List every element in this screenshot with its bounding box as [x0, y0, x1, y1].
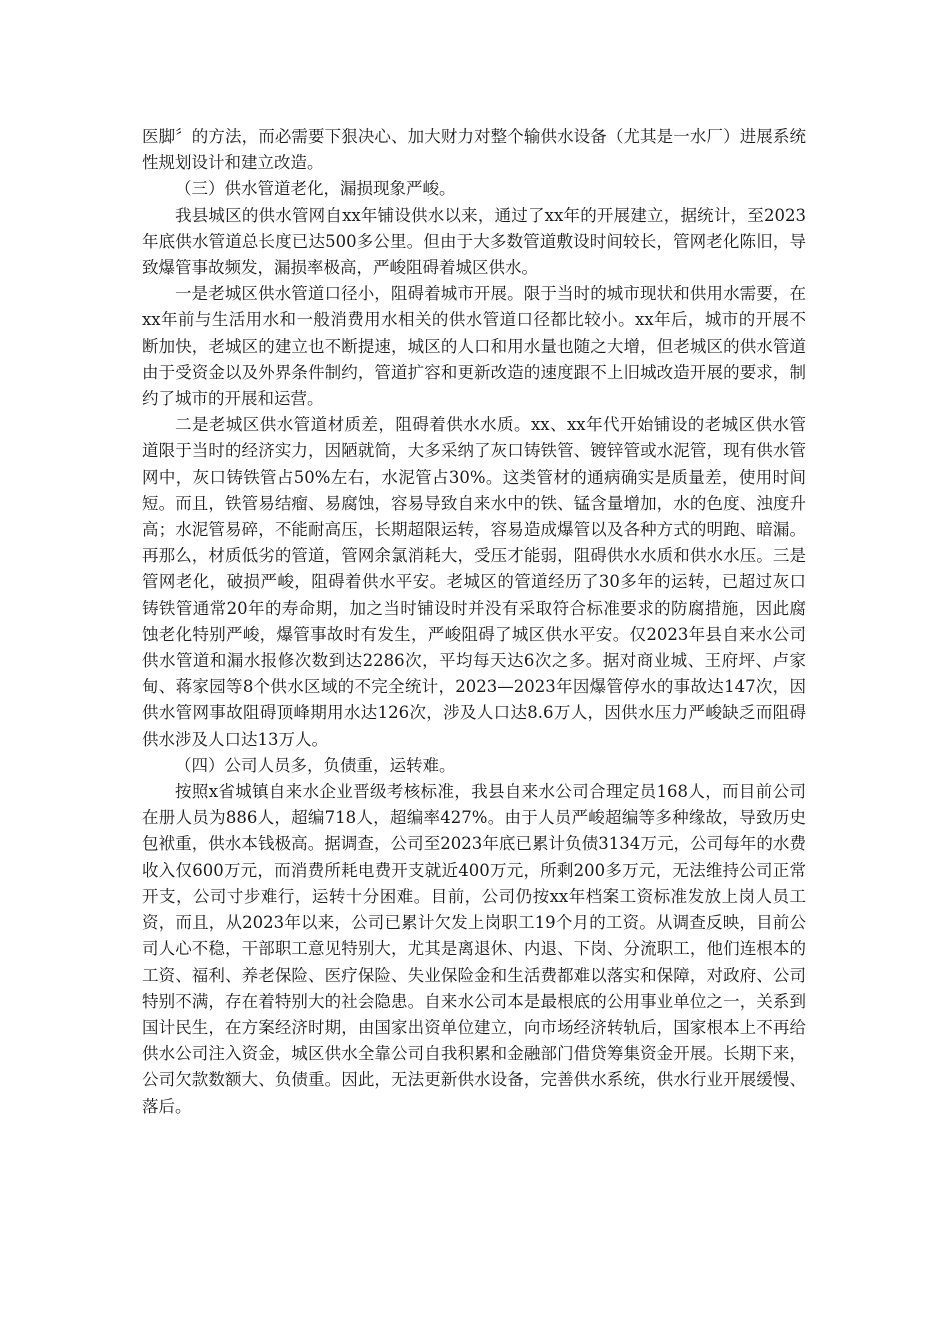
paragraph-small-pipe-diameter: 一是老城区供水管道口径小，阻碍着城市开展。限于当时的城市现状和供用水需要，在xx年前与生活用水和一般消费用水相关的供水管道口径都比较小。xx年后，城市的开展不断加快，老城区的建立也不断提速，城区的人口和用水量也随之大增，但老城区的供水管道由于受资金以及外界条件制约，管道扩容和更新改造的速度跟不上旧城改造开展的要求，制约了城市的开展和运营。: [142, 284, 806, 409]
paragraph-pipe-network-overview: 我县城区的供水管网自xx年铺设供水以来，通过了xx年的开展建立，据统计，至2023年底供水管道总长度已达500多公里。但由于大多数管道敷设时间较长，管网老化陈旧，导致爆管事故频发，漏损率极高，严峻阻碍着城区供水。: [142, 205, 806, 278]
section-heading-four: （四）公司人员多，负债重，运转难。: [175, 755, 456, 775]
paragraph-continuation: 医脚〞的方法，而必需要下狠决心、加大财力对整个输供水设备（尤其是一水厂）进展系统性规划设计和建立改造。: [142, 127, 806, 173]
paragraph-poor-pipe-material: 二是老城区供水管道材质差，阻碍着供水水质。xx、xx年代开始铺设的老城区供水管道限于当时的经济实力，因陋就简，大多采纳了灰口铸铁管、镀锌管或水泥管，现有供水管网中，灰口铸铁管占50%左右，水泥管占30%。这类管材的通病确实是质量差，使用时间短。而且，铁管易结瘤、易腐蚀，容易导致自来水中的铁、锰含量增加，水的色度、浊度升高；水泥管易碎，不能耐高压，长期超限运转，容易造成爆管以及各种方式的明跑、暗漏。再那么，材质低劣的管道，管网余氯消耗大，受压才能弱，阻碍供水水质和供水水压。三是管网老化，破损严峻，阻碍着供水平安。老城区的管道经历了30多年的运转，已超过灰口铸铁管通常20年的寿命期，加之当时铺设时并没有采取符合标准要求的防腐措施，因此腐蚀老化特别严峻，爆管事故时有发生，严峻阻碍了城区供水平安。仅2023年县自来水公司供水管道和漏水报修次数到达2286次，平均每天达6次之多。据对商业城、王府坪、卢家甸、蒋家园等8个供水区域的不完全统计，2023—2023年因爆管停水的事故达147次，因供水管网事故阻碍顶峰期用水达126次，涉及人口达8.6万人，因供水压力严峻缺乏而阻碍供水涉及人口达13万人。: [142, 415, 806, 749]
section-heading-three: （三）供水管道老化，漏损现象严峻。: [175, 179, 456, 199]
paragraph-company-staffing-debt: 按照x省城镇自来水企业晋级考核标准，我县自来水公司合理定员168人，而目前公司在册人员为886人，超编718人，超编率427%。由于人员严峻超编等多种缘故，导致历史包袱重，供水本钱极高。据调查，公司至2023年底已累计负债3134万元，公司每年的水费收入仅600万元，而消费所耗电费开支就近400万元，所剩200多万元，无法维持公司正常开支，公司寸步难行，运转十分困难。目前，公司仍按xx年档案工资标准发放上岗人员工资，而且，从2023年以来，公司已累计欠发上岗职工19个月的工资。从调查反映，目前公司人心不稳，干部职工意见特别大，尤其是离退休、内退、下岗、分流职工，他们连根本的工资、福利、养老保险、医疗保险、失业保险金和生活费都难以落实和保障，对政府、公司特别不满，存在着特别大的社会隐患。自来水公司本是最根底的公用事业单位之一，关系到国计民生，在方案经济时期，由国家出资单位建立，向市场经济转轨后，国家根本上不再给供水公司注入资金，城区供水全靠公司自我积累和金融部门借贷筹集资金开展。长期下来，公司欠款数额大、负债重。因此，无法更新供水设备，完善供水系统，供水行业开展缓慢、落后。: [142, 782, 806, 1116]
document-page: [142, 124, 806, 1120]
